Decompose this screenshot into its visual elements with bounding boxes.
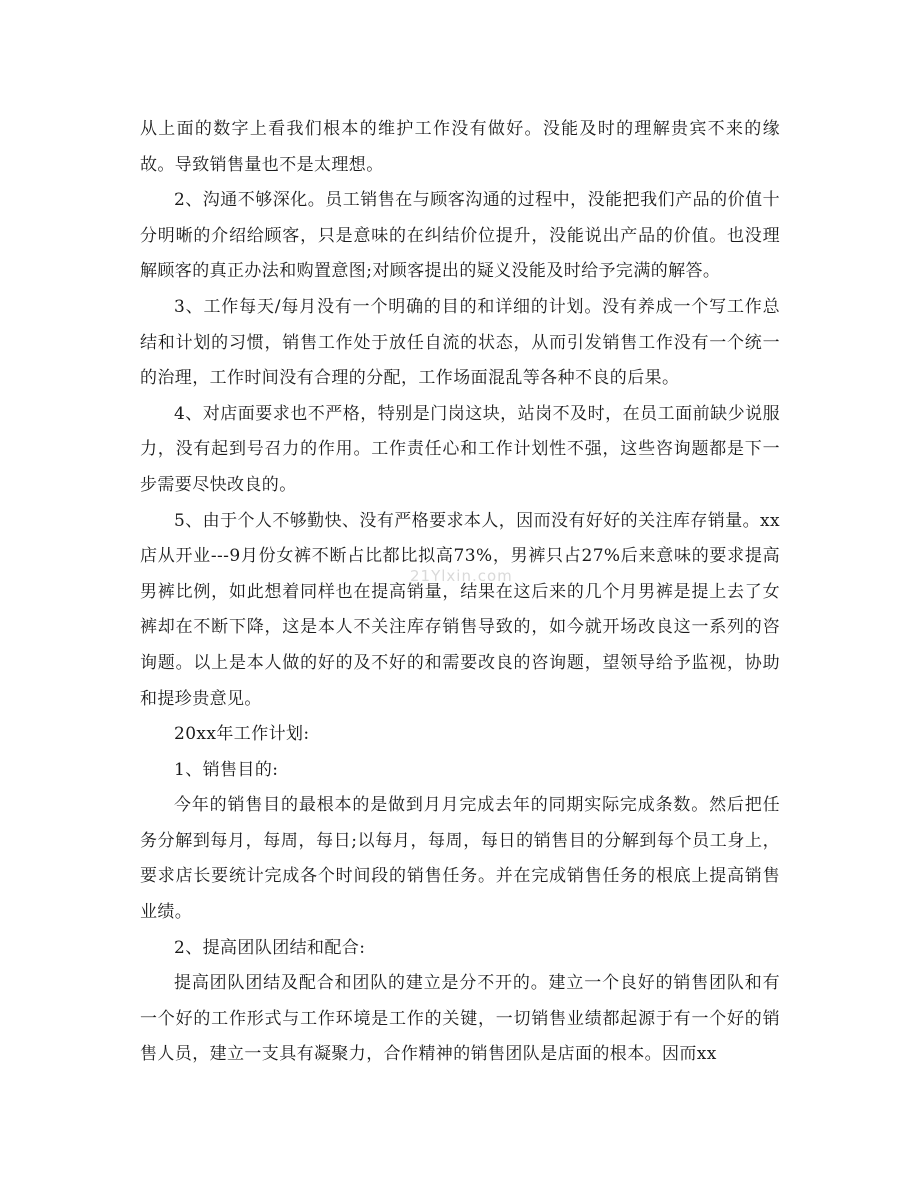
paragraph-1: 从上面的数字上看我们根本的维护工作没有做好。没能及时的理解贵宾不来的缘故。导致销售量也不是太理想。 (140, 119, 780, 175)
paragraph-5: 5、由于个人不够勤快、没有严格要求本人，因而没有好好的关注库存销量。xx店从开业---9月份女裤不断占比都比拟高73%，男裤只占27%后来意味的要求提高男裤比例，如此想着同样也在提高销量，结果在这后来的几个月男裤是提上去了女裤却在不断下降，这是本人不关注库存销售导致的，如今就开场改良这一系列的咨询题。以上是本人做的好的及不好的和需要改良的咨询题，望领导给予监视，协助和提珍贵意见。 (140, 510, 780, 709)
paragraph-teamwork: 提高团队团结及配合和团队的建立是分不开的。建立一个良好的销售团队和有一个好的工作形式与工作环境是工作的关键，一切销售业绩都起源于有一个好的销售人员，建立一支具有凝聚力，合作精神的销售团队是店面的根本。因而xx (140, 973, 780, 1065)
subheading-sales-goal: 1、销售目的: (174, 759, 279, 780)
section-heading-plan: 20xx年工作计划: (174, 724, 310, 745)
subheading-teamwork: 2、提高团队团结和配合: (174, 937, 366, 958)
paragraph-3: 3、工作每天/每月没有一个明确的目的和详细的计划。没有养成一个写工作总结和计划的习惯，销售工作处于放任自流的状态，从而引发销售工作没有一个统一的治理，工作时间没有合理的分配，工作场面混乱等各种不良的后果。 (140, 296, 780, 389)
paragraph-sales-goal: 今年的销售目的最根本的是做到月月完成去年的同期实际完成条数。然后把任务分解到每月，每周，每日;以每月，每周，每日的销售目的分解到每个员工身上，要求店长要统计完成各个时间段的销售任务。并在完成销售任务的根底上提高销售业绩。 (140, 795, 780, 923)
paragraph-2: 2、沟通不够深化。员工销售在与顾客沟通的过程中，没能把我们产品的价值十分明晰的介绍给顾客，只是意味的在纠结价位提升，没能说出产品的价值。也没理解顾客的真正办法和购置意图;对顾客提出的疑义没能及时给予完满的解答。 (140, 190, 780, 282)
document-body (140, 112, 780, 1073)
watermark: 21Ylxin.com (410, 567, 513, 585)
paragraph-4: 4、对店面要求也不严格，特别是门岗这块，站岗不及时，在员工面前缺少说服力，没有起到号召力的作用。工作责任心和工作计划性不强，这些咨询题都是下一步需要尽快改良的。 (140, 403, 780, 495)
